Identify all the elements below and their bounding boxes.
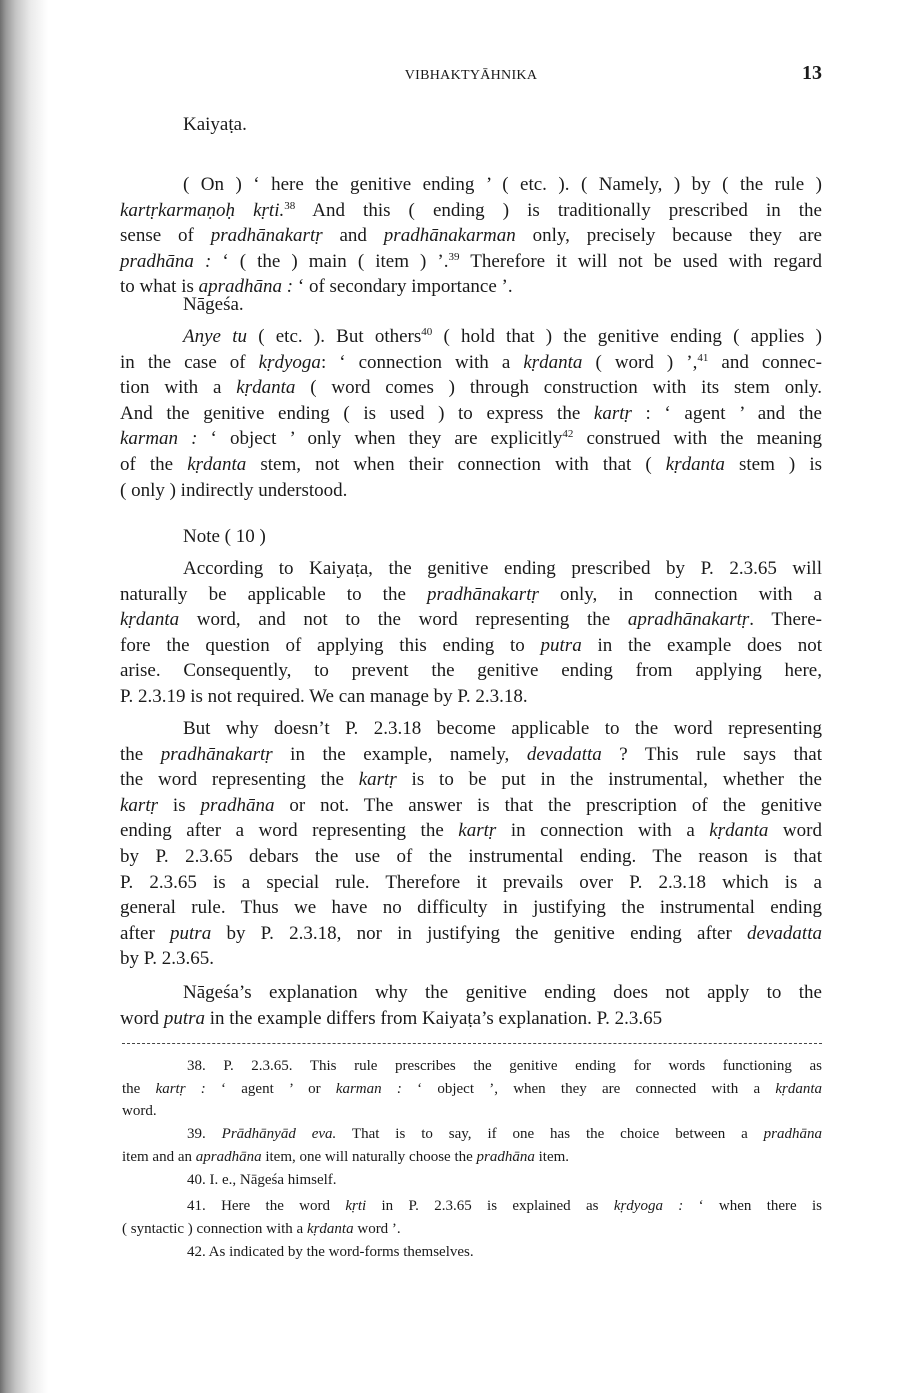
text-line	[120, 426, 822, 452]
text-run: fore the question of applying this ending to	[120, 634, 541, 656]
italic-term: kartṛ :	[155, 1080, 206, 1097]
text-line	[120, 249, 822, 275]
italic-term: kartṛkarmaṇoḥ kṛti.	[120, 199, 285, 221]
text-run: ( hold that ) the genitive ending ( applies )	[432, 326, 823, 347]
text-line	[120, 767, 822, 793]
text-run: naturally be applicable to the	[120, 583, 427, 605]
text-run: 41. Here the word	[187, 1198, 346, 1214]
text-run: ending after a word representing the	[120, 820, 459, 842]
text-run: 42. As indicated by the word-forms themselves.	[187, 1244, 474, 1260]
text-line	[120, 607, 822, 633]
text-line	[120, 818, 822, 844]
italic-term: kartṛ	[120, 794, 158, 816]
footnote-reference: 39	[448, 250, 460, 263]
text-run: ( word ) ’,	[582, 351, 698, 373]
italic-term: pradhānakartṛ	[160, 743, 273, 765]
text-run: stem ) is	[724, 453, 822, 475]
text-line	[122, 1078, 822, 1101]
text-line	[120, 375, 822, 401]
text-run: . There-	[749, 609, 822, 631]
text-run: word.	[122, 1103, 157, 1119]
text-run: in P. 2.3.65 is explained as	[366, 1198, 614, 1214]
italic-term: kṛti	[345, 1198, 367, 1214]
text-line	[122, 1100, 822, 1123]
footnote-38	[122, 1055, 822, 1123]
text-run: and	[322, 225, 384, 247]
text-run: in the example, namely,	[272, 743, 527, 765]
text-run: ( On ) ‘ here the genitive ending ’ ( etc. ). ( Namely, ) by ( the rule )	[183, 174, 822, 195]
text-line	[120, 870, 822, 896]
italic-term: devadatta	[526, 743, 602, 765]
text-run: item and an	[122, 1148, 196, 1165]
italic-term: pradhānakartṛ	[426, 583, 539, 605]
text-run: construed with the meaning	[573, 428, 822, 450]
text-line	[120, 921, 822, 947]
text-run: That is to say, if one has the choice between a	[336, 1126, 764, 1142]
text-run: to what is	[120, 276, 199, 298]
text-run: ‘ of secondary importance ’.	[293, 276, 513, 298]
text-run: ‘ object ’ only when they are explicitly	[197, 428, 563, 450]
text-run: And the genitive ending ( is used ) to express the	[120, 402, 594, 424]
text-run: the	[122, 1080, 156, 1097]
footnote-42	[122, 1241, 822, 1264]
italic-term: kṛdyoga :	[613, 1198, 684, 1214]
text-run: arise. Consequently, to prevent the genitive ending from applying here,	[120, 660, 822, 682]
text-run: is	[158, 794, 201, 816]
text-run: ( etc. ). But others	[246, 326, 422, 347]
paragraph-kaiyata	[120, 172, 822, 300]
italic-term: karman :	[120, 428, 198, 450]
heading-note-10: Note ( 10 )	[183, 526, 266, 547]
text-run: P. 2.3.65 is a special rule. Therefore it prevails over P. 2.3.18 which is a	[120, 871, 822, 893]
text-line	[122, 1055, 822, 1078]
text-run: item.	[534, 1148, 570, 1165]
text-run: ‘ agent ’ or	[205, 1080, 336, 1097]
text-line	[120, 478, 822, 504]
italic-term: pradhāna	[476, 1148, 535, 1165]
footnote-39	[122, 1123, 822, 1168]
text-run: ‘ ( the ) main ( item ) ’.	[211, 250, 449, 272]
italic-term: kṛdanta	[665, 453, 725, 475]
italic-term: pradhānakarman	[383, 225, 516, 247]
text-line	[120, 658, 822, 684]
italic-term: apradhānakartṛ	[627, 609, 750, 631]
text-run: stem, not when their connection with that (	[246, 453, 666, 475]
text-run: ( syntactic ) connection with a	[122, 1220, 307, 1237]
italic-term: kartṛ	[358, 769, 397, 791]
text-run: in connection with a	[496, 820, 710, 842]
text-run: : ‘ connection with a	[320, 351, 524, 373]
italic-term: putra	[163, 1007, 205, 1029]
text-run: is to be put in the instrumental, whether the	[396, 769, 822, 791]
text-run: word ’.	[353, 1220, 401, 1237]
text-line	[120, 793, 822, 819]
footnote-reference: 40	[421, 326, 433, 338]
paragraph-note-3	[120, 980, 822, 1031]
text-run: by P. 2.3.18, nor in justifying the genitive ending after	[211, 922, 748, 944]
text-run: And this ( ending ) is traditionally prescribed in the	[295, 199, 822, 221]
text-line	[120, 895, 822, 921]
text-line	[122, 1195, 822, 1218]
italic-term: kṛdyoga	[258, 351, 321, 373]
italic-term: apradhāna	[195, 1148, 262, 1165]
footnote-reference: 42	[562, 428, 574, 441]
footnote-40	[122, 1169, 822, 1192]
text-line	[120, 582, 822, 608]
text-line	[120, 946, 822, 972]
text-line	[120, 350, 822, 376]
italic-term: pradhānakartṛ	[210, 225, 323, 247]
text-run: the word representing the	[120, 769, 359, 791]
text-run: 38. P. 2.3.65. This rule prescribes the genitive ending for words functioning as	[187, 1058, 822, 1074]
text-run: word	[120, 1007, 164, 1029]
italic-term: putra	[170, 922, 212, 944]
text-run: only, precisely because they are	[515, 225, 822, 247]
text-run: after	[120, 922, 171, 944]
text-run: word, and not to the word representing the	[179, 609, 628, 631]
italic-term: karman :	[335, 1080, 402, 1097]
italic-term: kṛdanta	[775, 1080, 823, 1097]
text-run: Therefore it will not be used with regard	[459, 250, 822, 272]
paragraph-nagesa	[120, 324, 822, 503]
text-line	[120, 1006, 822, 1032]
text-line	[120, 172, 822, 198]
text-run: : ‘ agent ’ and the	[631, 402, 822, 424]
text-line	[122, 1169, 822, 1192]
italic-term: kṛdanta	[709, 820, 769, 842]
text-run: Nāgeśa’s explanation why the genitive ending does not apply to the	[183, 982, 822, 1003]
text-run: item, one will naturally choose the	[261, 1148, 477, 1165]
text-run: But why doesn’t P. 2.3.18 become applicable to the word representing	[183, 718, 822, 739]
paragraph-note-2	[120, 716, 822, 972]
footnote-reference: 38	[284, 199, 296, 212]
running-title: VIBHAKTYĀHNIKA	[404, 68, 538, 83]
footnote-41	[122, 1195, 822, 1240]
text-run: or not. The answer is that the prescription of the genitive	[274, 794, 822, 816]
footnote-reference: 41	[697, 351, 709, 364]
italic-term: kartṛ	[593, 402, 632, 424]
text-run: ? This rule says that	[601, 743, 823, 765]
text-run: ( word comes ) through construction with its stem only.	[295, 377, 822, 399]
text-run: in the case of	[120, 351, 259, 373]
text-line	[120, 223, 822, 249]
text-line	[122, 1218, 822, 1241]
text-run: tion with a	[120, 377, 237, 399]
text-line	[120, 844, 822, 870]
text-run: by P. 2.3.65 debars the use of the instrumental ending. The reason is that	[120, 845, 822, 867]
italic-term: Anye tu	[183, 326, 247, 347]
italic-term: kṛdanta	[187, 453, 247, 475]
text-line	[120, 452, 822, 478]
text-run: the	[120, 743, 161, 765]
footnote-divider	[122, 1043, 822, 1044]
italic-term: pradhāna :	[120, 250, 212, 272]
text-run: ‘ when there is	[683, 1198, 823, 1214]
italic-term: kṛdanta	[306, 1220, 354, 1237]
text-line	[120, 716, 822, 742]
text-run: P. 2.3.19 is not required. We can manage by P. 2.3.18.	[120, 685, 528, 707]
text-run: general rule. Thus we have no difficulty in justifying the instrumental ending	[120, 897, 822, 919]
page-header	[120, 62, 822, 90]
text-run: only, in connection with a	[538, 583, 822, 605]
text-run: ( only ) indirectly understood.	[120, 479, 348, 501]
text-line	[122, 1241, 822, 1264]
italic-term: apradhāna :	[198, 276, 294, 298]
text-run: ‘ object ’, when they are connected with a	[401, 1080, 776, 1097]
text-run: sense of	[120, 225, 211, 247]
paragraph-note-1	[120, 556, 822, 710]
italic-term: Prādhānyād eva.	[221, 1126, 337, 1142]
italic-term: kṛdanta	[120, 609, 180, 631]
text-run: by P. 2.3.65.	[120, 948, 214, 970]
text-line	[120, 633, 822, 659]
italic-term: devadatta	[747, 922, 822, 944]
text-run: 39.	[187, 1126, 222, 1142]
text-line	[120, 980, 822, 1006]
text-run: in the example differs from Kaiyaṭa’s explanation. P. 2.3.65	[205, 1007, 663, 1029]
heading-nagesa: Nāgeśa.	[183, 294, 244, 315]
heading-kaiyata: Kaiyaṭa.	[183, 114, 247, 135]
text-run: According to Kaiyaṭa, the genitive ending prescribed by P. 2.3.65 will	[183, 558, 822, 579]
italic-term: pradhāna	[763, 1126, 822, 1142]
page-number: 13	[802, 62, 822, 84]
text-run: 40. I. e., Nāgeśa himself.	[187, 1172, 337, 1188]
text-line	[122, 1123, 822, 1146]
text-line	[120, 401, 822, 427]
text-line	[122, 1146, 822, 1169]
text-line	[120, 324, 822, 350]
text-line	[120, 556, 822, 582]
text-run: in the example does not	[581, 634, 822, 656]
italic-term: kartṛ	[458, 820, 497, 842]
text-line	[120, 684, 822, 710]
text-line	[120, 198, 822, 224]
text-run: word	[768, 820, 822, 842]
italic-term: kṛdanta	[236, 377, 296, 399]
text-run: of the	[120, 453, 188, 475]
italic-term: pradhāna	[200, 794, 275, 816]
italic-term: putra	[540, 634, 582, 656]
text-run: and connec-	[708, 351, 822, 373]
scan-shadow-edge	[0, 0, 48, 1393]
italic-term: kṛdanta	[523, 351, 583, 373]
text-line	[120, 742, 822, 768]
